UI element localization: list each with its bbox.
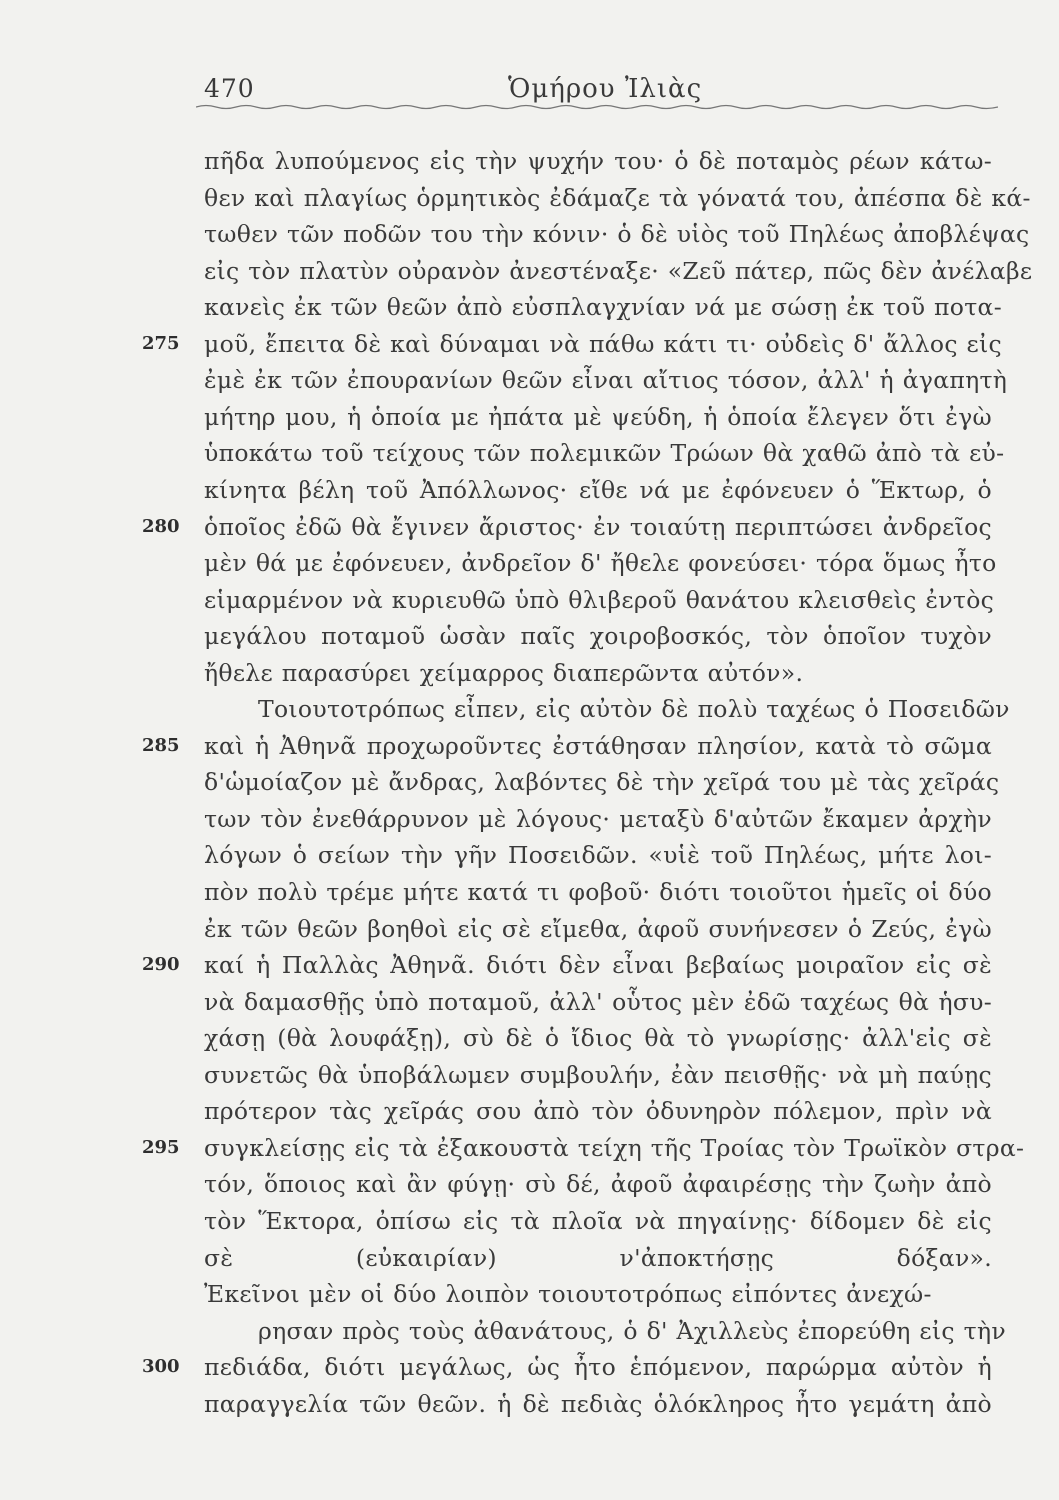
verse-line-number: 280 (142, 515, 180, 537)
text-line: συγκλείσῃς εἰς τὰ ἐξακουστὰ τείχη τῆς Τροίας τὸν Τρωϊκὸν στρα- (204, 1133, 1025, 1162)
text-line: ἐμὲ ἐκ τῶν ἐπουρανίων θεῶν εἶναι αἴτιος τόσον, ἀλλ' ἡ ἀγαπητὴ (204, 366, 1008, 395)
verse-line-number: 295 (142, 1136, 180, 1158)
text-line: ὁποῖος ἐδῶ θὰ ἔγινεν ἄριστος· ἐν τοιαύτῃ περιπτώσει ἀνδρεῖος (204, 512, 992, 541)
text-line: των τὸν ἐνεθάρρυνον μὲ λόγους· μεταξὺ δ'αὐτῶν ἔκαμεν ἀρχὴν (204, 804, 992, 833)
verse-line-number: 300 (142, 1356, 180, 1378)
text-line: ἐκ τῶν θεῶν βοηθοὶ εἰς σὲ εἴμεθα, ἀφοῦ συνήνεσεν ὁ Ζεύς, ἐγὼ (204, 914, 992, 943)
text-line: μὲν θά με ἐφόνευεν, ἀνδρεῖον δ' ἤθελε φονεύσει· τόρα ὅμως ἦτο (204, 549, 997, 578)
text-line: πρότερον τὰς χεῖράς σου ἀπὸ τὸν ὀδυνηρὸν πόλεμον, πρὶν νὰ (204, 1097, 992, 1126)
text-line: μεγάλου ποταμοῦ ὡσὰν παῖς χοιροβοσκός, τὸν ὁποῖον τυχὸν (204, 622, 992, 651)
text-line: δ'ὡμοίαζον μὲ ἄνδρας, λαβόντες δὲ τὴν χεῖρά του μὲ τὰς χεῖράς (204, 768, 1000, 797)
text-line: χάσῃ (θὰ λουφάξῃ), σὺ δὲ ὁ ἴδιος θὰ τὸ γνωρίσῃς· ἀλλ'εἰς σὲ (204, 1024, 992, 1053)
text-line: Ἐκεῖνοι μὲν οἱ δύο λοιπὸν τοιουτοτρόπως εἰπόντες ἀνεχώ- (204, 1280, 932, 1309)
verse-line-number: 275 (142, 332, 180, 354)
text-line: μοῦ, ἔπειτα δὲ καὶ δύναμαι νὰ πάθω κάτι τι· οὐδεὶς δ' ἄλλος εἰς (204, 329, 1002, 358)
text-line: πῆδα λυπούμενος εἰς τὴν ψυχήν του· ὁ δὲ ποταμὸς ρέων κάτω- (204, 147, 992, 175)
text-line: μήτηρ μου, ἡ ὁποία με ἠπάτα μὲ ψεύδη, ἡ ὁποία ἔλεγεν ὅτι ἐγὼ (204, 402, 992, 431)
text-line: κανεὶς ἐκ τῶν θεῶν ἀπὸ εὐσπλαγχνίαν νά με σώσῃ ἐκ τοῦ ποτα- (204, 293, 1002, 322)
text-line: λόγων ὁ σείων τὴν γῆν Ποσειδῶν. «υἱὲ τοῦ Πηλέως, μήτε λοι- (204, 841, 992, 870)
text-line: κίνητα βέλη τοῦ Ἀπόλλωνος· εἴθε νά με ἐφόνευεν ὁ Ἕκτωρ, ὁ (204, 475, 992, 504)
text-line: σὲ (εὐκαιρίαν) ν'ἀποκτήσῃς δόξαν». (204, 1243, 992, 1272)
text-line: θεν καὶ πλαγίως ὁρμητικὸς ἐδάμαζε τὰ γόνατά του, ἀπέσπα δὲ κά- (204, 183, 1031, 212)
text-line: ρησαν πρὸς τοὺς ἀθανάτους, ὁ δ' Ἀχιλλεὺς ἐπορεύθη εἰς τὴν (258, 1316, 1006, 1345)
text-line: νὰ δαμασθῇς ὑπὸ ποταμοῦ, ἀλλ' οὗτος μὲν ἐδῶ ταχέως θὰ ἡσυ- (204, 987, 992, 1016)
text-line: συνετῶς θὰ ὑποβάλωμεν συμβουλήν, ἐὰν πεισθῇς· νὰ μὴ παύῃς (204, 1060, 992, 1089)
verse-line-number: 285 (142, 734, 180, 756)
text-line: καὶ ἡ Ἀθηνᾶ προχωροῦντες ἐστάθησαν πλησίον, κατὰ τὸ σῶμα (204, 731, 992, 760)
text-line: εἰς τὸν πλατὺν οὐρανὸν ἀνεστέναξε· «Ζεῦ πάτερ, πῶς δὲν ἀνέλαβε (204, 256, 1033, 285)
text-line: καί ἡ Παλλὰς Ἀθηνᾶ. διότι δὲν εἶναι βεβαίως μοιραῖον εἰς σὲ (204, 951, 992, 980)
running-title: Ὁμήρου Ἰλιὰς (508, 74, 703, 104)
text-line: πὸν πολὺ τρέμε μήτε κατά τι φοβοῦ· διότι τοιοῦτοι ἡμεῖς οἱ δύο (204, 878, 992, 906)
text-line: τὸν Ἕκτορα, ὀπίσω εἰς τὰ πλοῖα νὰ πηγαίνῃς· δίδομεν δὲ εἰς (204, 1206, 992, 1235)
text-line: τόν, ὅποιος καὶ ἂν φύγῃ· σὺ δέ, ἀφοῦ ἀφαιρέσῃς τὴν ζωὴν ἀπὸ (204, 1170, 992, 1199)
text-line: ἤθελε παρασύρει χείμαρρος διαπερῶντα αὐτόν». (204, 658, 804, 687)
text-line: ὑποκάτω τοῦ τείχους τῶν πολεμικῶν Τρώων θὰ χαθῶ ἀπὸ τὰ εὐ- (204, 439, 1005, 468)
text-line: παραγγελία τῶν θεῶν. ἡ δὲ πεδιὰς ὁλόκληρος ἦτο γεμάτη ἀπὸ (204, 1389, 992, 1418)
text-line: πεδιάδα, διότι μεγάλως, ὡς ἦτο ἑπόμενον, παρώρμα αὐτὸν ἡ (204, 1353, 992, 1382)
text-line: Τοιουτοτρόπως εἶπεν, εἰς αὐτὸν δὲ πολὺ ταχέως ὁ Ποσειδῶν (258, 695, 1010, 724)
text-line: εἱμαρμένον νὰ κυριευθῶ ὑπὸ θλιβεροῦ θανάτου κλεισθεὶς ἐντὸς (204, 585, 995, 614)
page-number: 470 (204, 74, 255, 103)
text-line: τωθεν τῶν ποδῶν του τὴν κόνιν· ὁ δὲ υἱὸς τοῦ Πηλέως ἀποβλέψας (204, 220, 1030, 249)
verse-line-number: 290 (142, 954, 180, 976)
